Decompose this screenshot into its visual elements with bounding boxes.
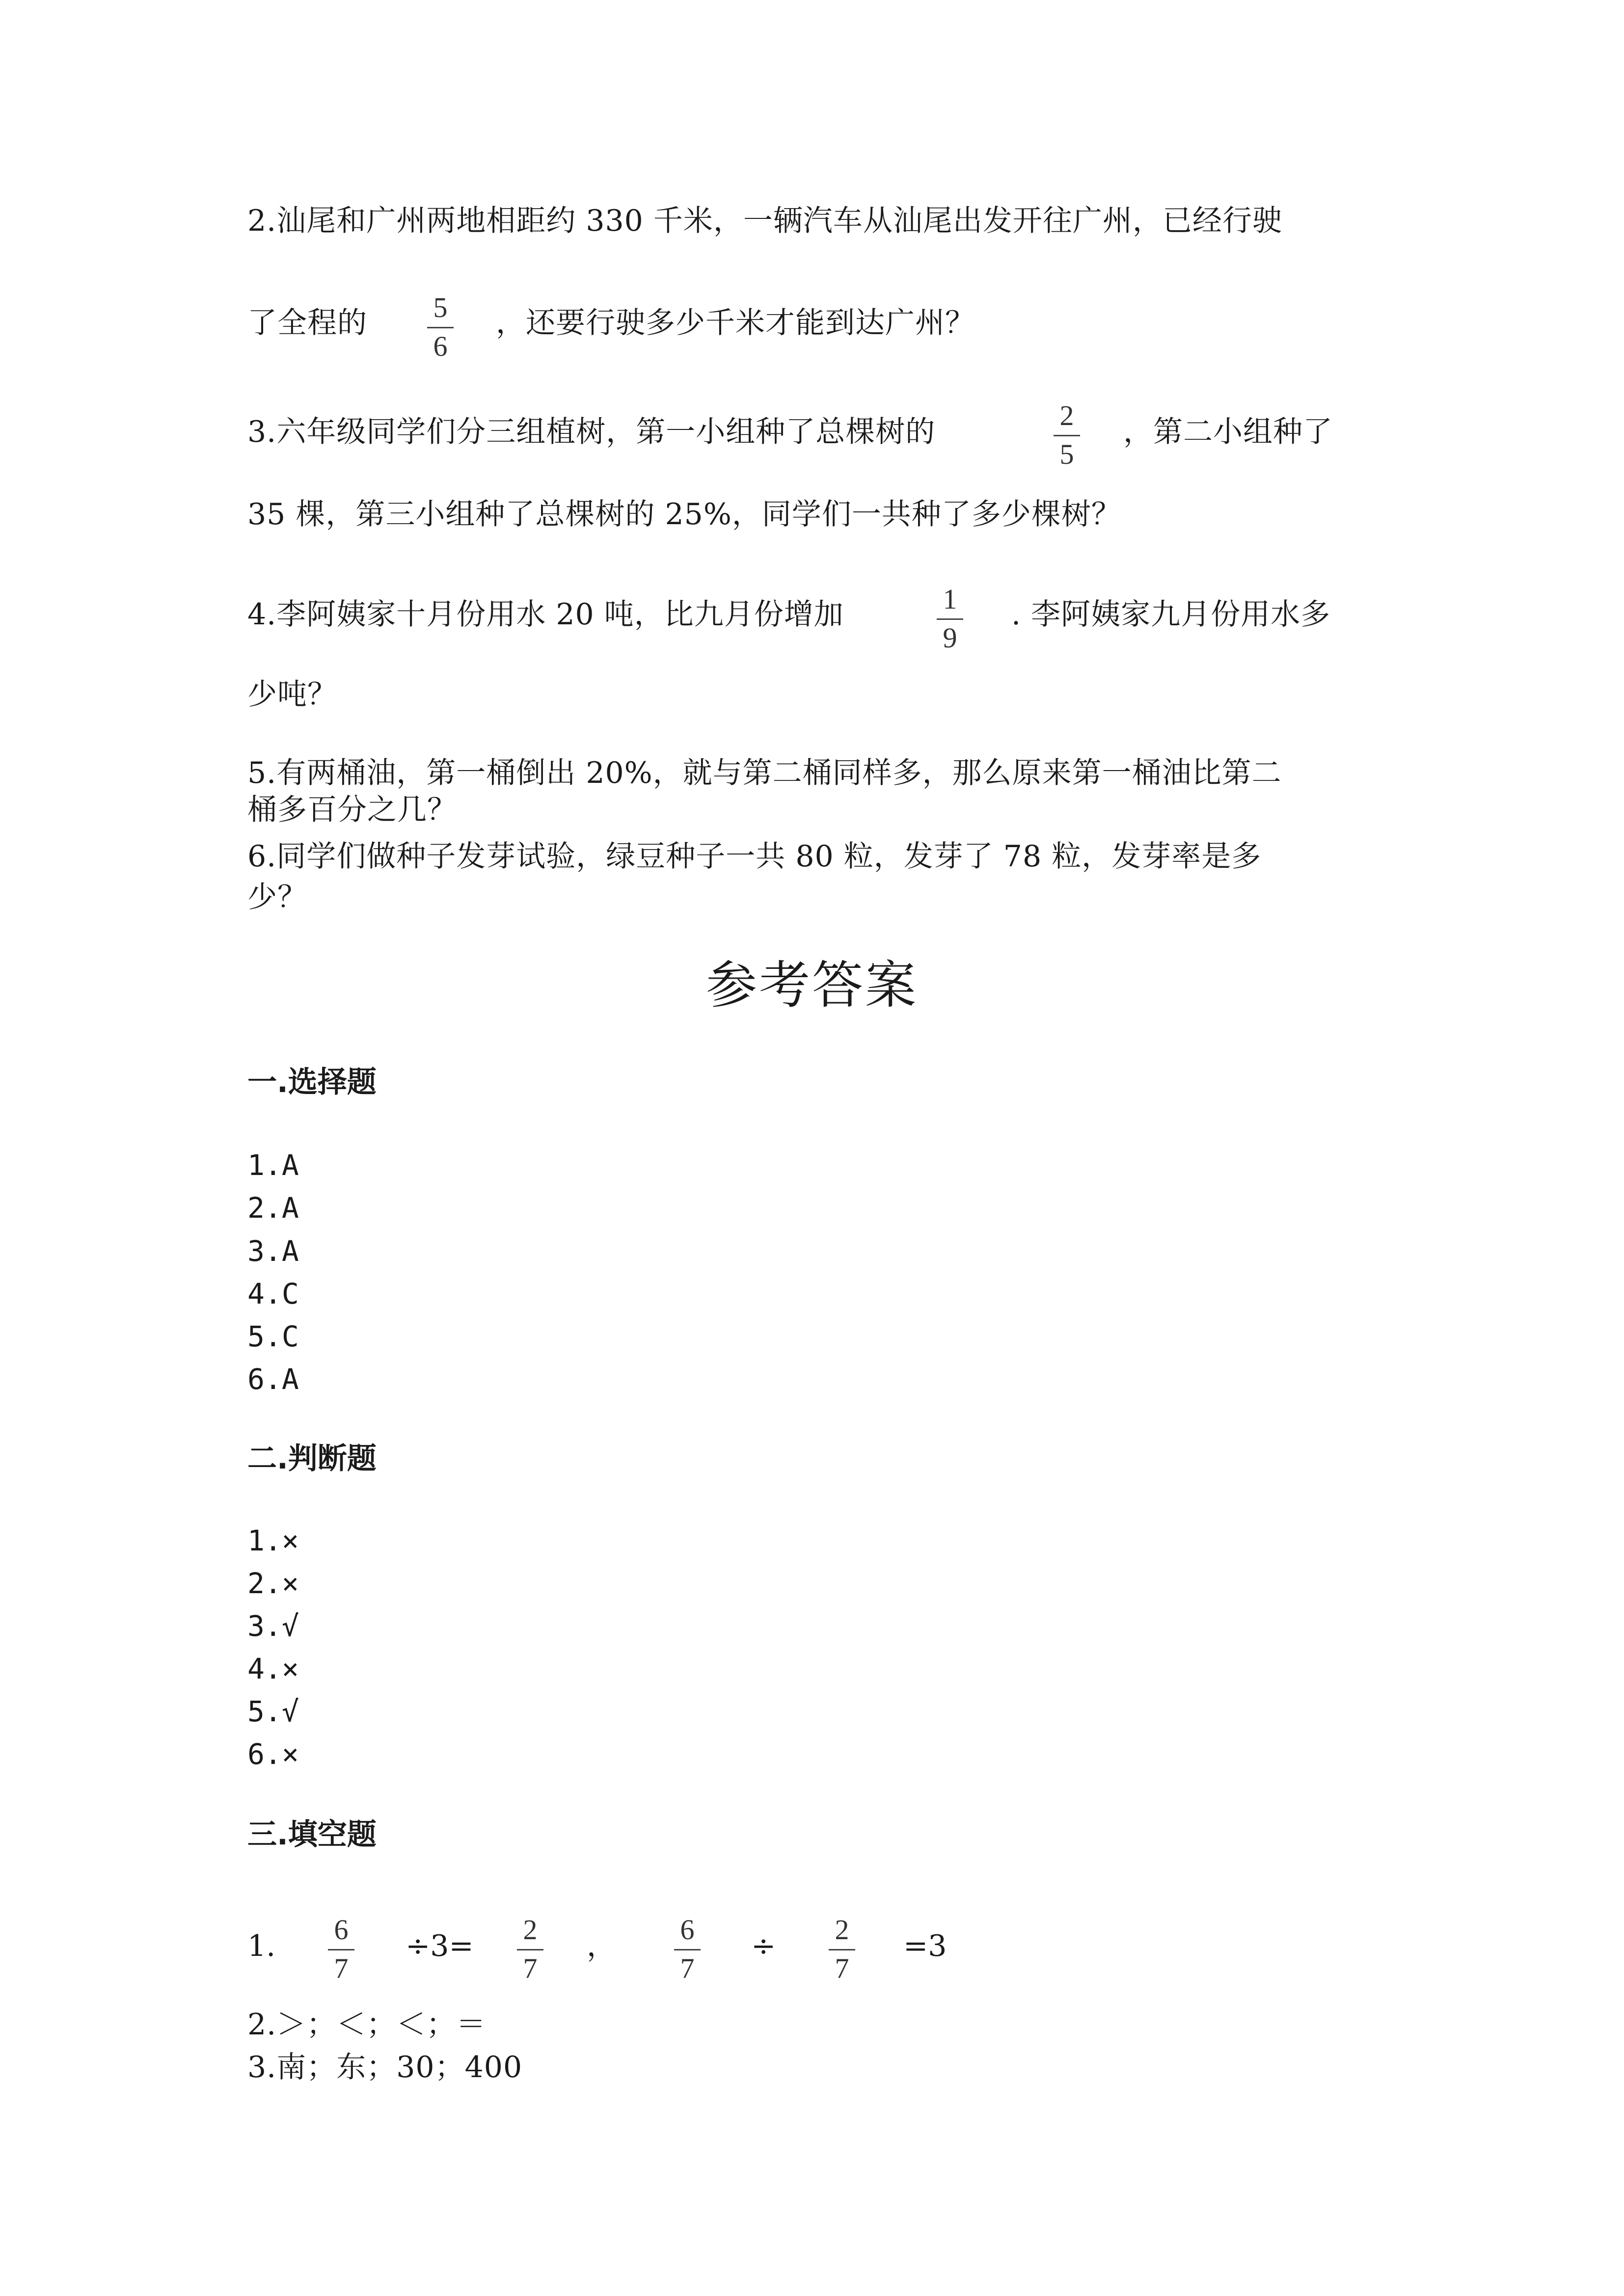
fraction-bar [829,1949,855,1950]
judge-answer-6: 6.× [247,1737,299,1771]
q2-fraction [423,294,458,361]
fraction-denominator: 7 [334,1952,349,1984]
q3-line1-start: 3.六年级同学们分三组植树，第一小组种了总棵树的 [247,415,936,449]
fraction-numerator: 2 [835,1914,849,1946]
judge-answer-3: 3.√ [247,1609,299,1643]
fraction-numerator: 2 [523,1914,538,1946]
q3-fraction [1050,401,1084,469]
choice-answer-3: 3.A [247,1234,299,1268]
fraction-numerator: 5 [433,292,448,323]
q4-line1-start: 4.李阿姨家十月份用水 20 吨，比九月份增加 [247,597,844,632]
fraction-numerator: 2 [1059,400,1074,431]
answer-key-title: 参考答案 [705,955,918,1015]
judge-answer-1: 1.× [247,1524,299,1557]
q6-line1: 6.同学们做种子发芽试验，绿豆种子一共 80 粒，发芽了 78 粒，发芽率是多 [247,839,1262,874]
fill-answer-1-operator-2: ÷ [751,1929,776,1963]
choice-answer-4: 4.C [247,1277,299,1310]
fraction-numerator: 6 [680,1914,695,1946]
fraction-denominator: 7 [835,1952,849,1984]
fill-answer-1-comma: ， [587,1929,616,1963]
choice-answer-2: 2.A [247,1191,299,1225]
q2-line2-end: ，还要行驶多少千米才能到达广州？ [496,306,975,340]
fill-answer-2: 2.＞；＜；＜；＝ [247,2007,487,2042]
fraction-denominator: 9 [943,622,957,654]
q2-line2-start: 了全程的 [247,306,367,340]
fill-answer-1-fraction-1 [324,1916,358,1983]
fill-answer-1-fraction-2 [513,1916,547,1983]
fraction-bar [517,1949,543,1950]
choice-answer-6: 6.A [247,1362,299,1396]
fraction-denominator: 7 [523,1952,538,1984]
fraction-bar [328,1949,354,1950]
fraction-denominator: 7 [680,1952,695,1984]
fraction-bar [937,618,963,620]
section-judge-title: 二.判断题 [247,1442,377,1476]
q4-line2: 少吨？ [247,677,337,712]
fraction-bar [427,327,454,328]
section-fill-title: 三.填空题 [247,1817,377,1852]
choice-answer-5: 5.C [247,1320,299,1353]
q2-line1: 2.汕尾和广州两地相距约 330 千米，一辆汽车从汕尾出发开往广州，已经行驶 [247,204,1282,238]
judge-answer-2: 2.× [247,1567,299,1600]
fraction-denominator: 6 [433,330,448,362]
fraction-bar [674,1949,701,1950]
q5-line1: 5.有两桶油，第一桶倒出 20%，就与第二桶同样多，那么原来第一桶油比第二 [247,756,1282,790]
section-choice-title: 一.选择题 [247,1065,377,1099]
q4-fraction [933,585,967,652]
q4-line1-end: . 李阿姨家九月份用水多 [1011,597,1331,632]
q6-line2: 少？ [247,880,307,914]
fill-answer-1-prefix: 1. [247,1929,276,1963]
q3-line1-end: ，第二小组种了 [1123,415,1333,449]
fill-answer-1-fraction-4 [825,1916,859,1983]
fraction-bar [1054,435,1080,436]
fill-answer-1-fraction-3 [670,1916,704,1983]
fill-answer-3: 3.南；东；30；400 [247,2050,523,2084]
judge-answer-5: 5.√ [247,1695,299,1728]
q3-line2: 35 棵，第三小组种了总棵树的 25%，同学们一共种了多少棵树？ [247,497,1121,532]
choice-answer-1: 1.A [247,1148,299,1182]
fill-answer-1-operator-1: ÷3= [406,1929,474,1963]
fraction-numerator: 1 [943,583,957,615]
judge-answer-4: 4.× [247,1652,299,1685]
fraction-denominator: 5 [1059,438,1074,470]
q5-line2: 桶多百分之几？ [247,793,457,827]
fill-answer-1-result: =3 [903,1929,947,1963]
fraction-numerator: 6 [334,1914,349,1946]
